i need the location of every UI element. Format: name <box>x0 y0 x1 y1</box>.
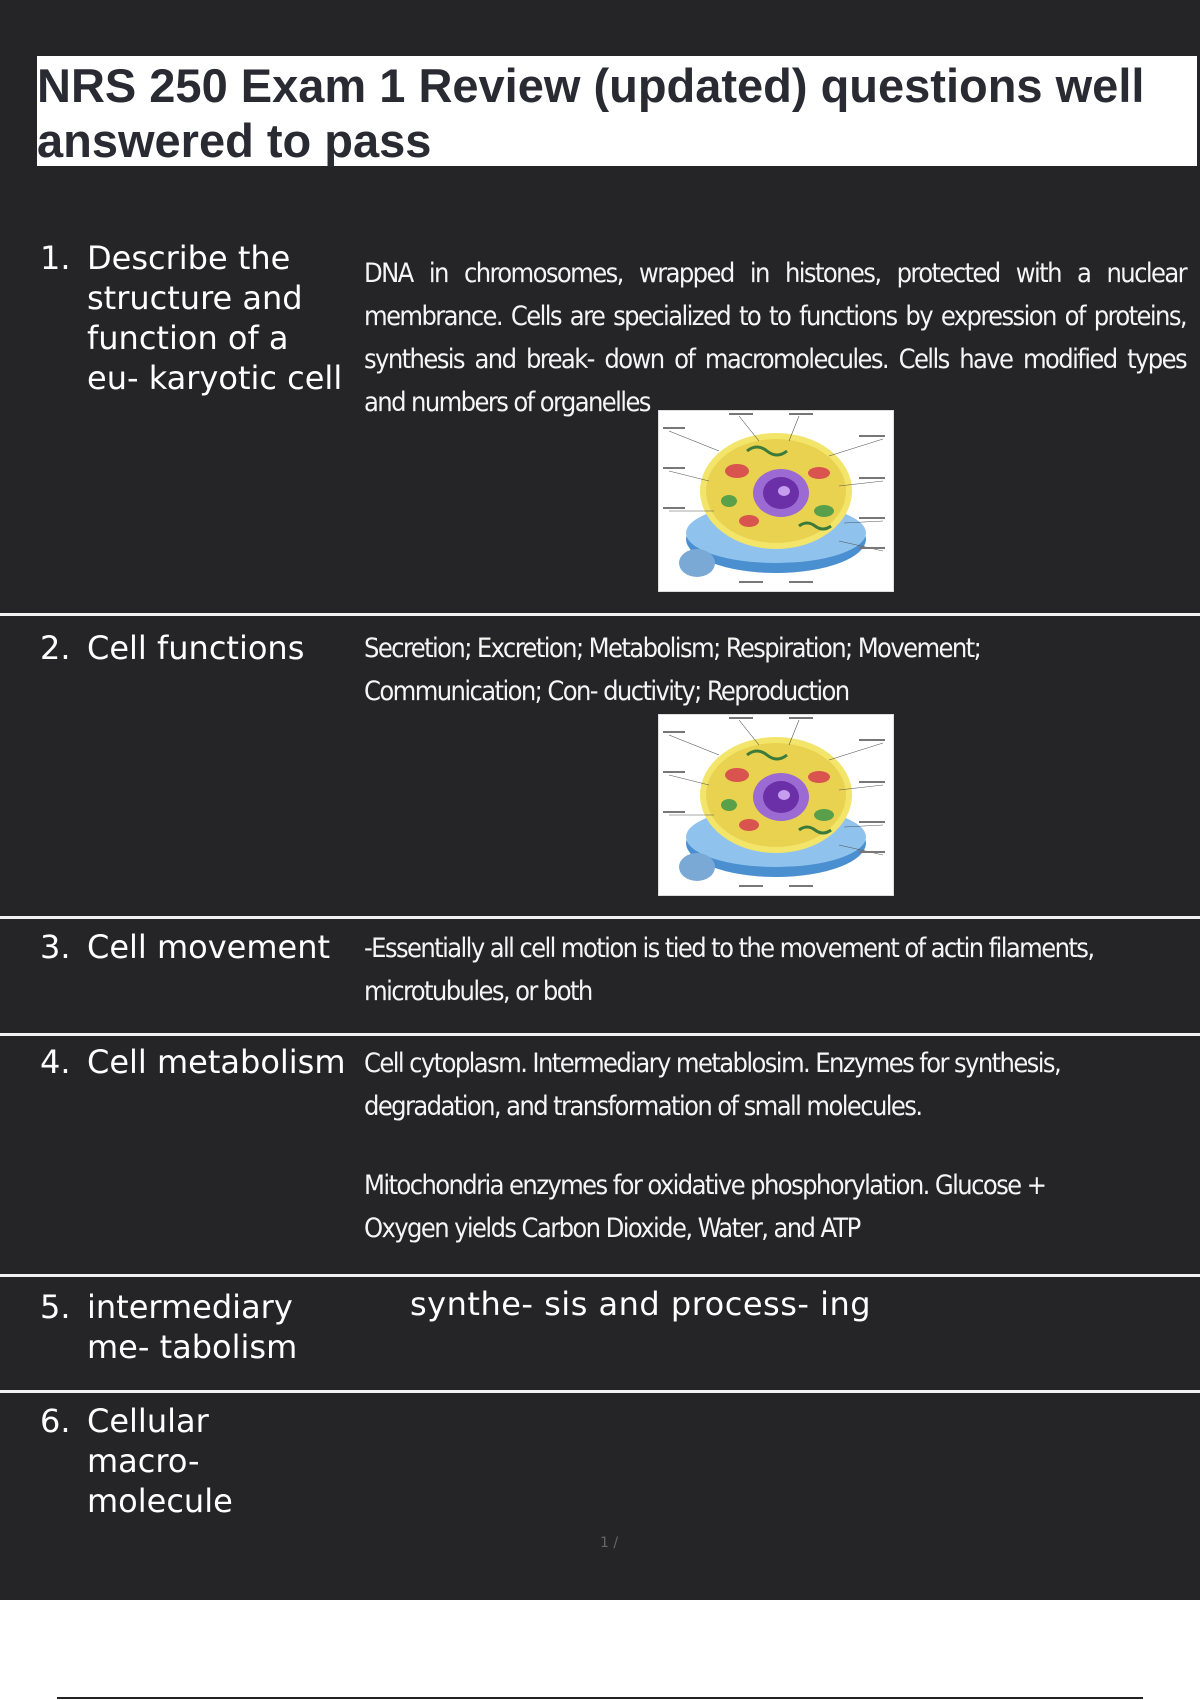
question-text: Cell functions <box>87 629 305 667</box>
footer-divider <box>57 1697 1143 1699</box>
question-term <box>40 1287 350 1367</box>
question-text: Describe the structure and function of a eu- karyotic cell <box>87 239 343 397</box>
answer-text: Cell cytoplasm. Intermediary metablosim. Enzymes for synthesis, degradation, and transformation of small molecules. Mitochondria enzymes for oxidative phosphorylation. Glucose + Oxygen yields Carbon Dioxide, Water, and ATP <box>364 1048 1061 1244</box>
eukaryotic-cell-diagram <box>658 410 894 592</box>
question-text: Cell metabolism <box>87 1043 346 1081</box>
question-number: 4. <box>40 1043 71 1081</box>
page-number: 1 / <box>600 1535 619 1551</box>
question-number: 3. <box>40 928 71 966</box>
question-term <box>40 238 350 398</box>
qa-table <box>0 232 1200 1543</box>
answer-text: Secretion; Excretion; Metabolism; Respiration; Movement; Communication; Con- ductivity; Reproduction <box>364 633 981 707</box>
question-term <box>40 628 350 668</box>
question-term <box>40 1401 300 1521</box>
question-text: Cell movement <box>87 928 331 966</box>
question-text: Cellular macro- molecule <box>87 1402 233 1520</box>
question-number: 5. <box>40 1288 71 1326</box>
question-number: 1. <box>40 239 71 277</box>
question-term <box>40 1042 380 1082</box>
eukaryotic-cell-diagram <box>658 714 894 896</box>
table-row <box>0 1393 1200 1543</box>
question-number: 6. <box>40 1402 71 1440</box>
table-row <box>0 1036 1200 1277</box>
answer-text: -Essentially all cell motion is tied to the movement of actin filaments, microtubules, or both <box>364 933 1094 1007</box>
table-row <box>0 1277 1200 1393</box>
answer-text: DNA in chromosomes, wrapped in histones, protected with a nuclear membrance. Cells are specialized to to functions by expression of proteins, synthesis and break- down of macromolecules. Cells have modified types and numbers of organelles <box>364 258 1186 418</box>
question-term <box>40 927 380 967</box>
table-row <box>0 232 1200 616</box>
answer-text: synthe- sis and process- ing <box>410 1285 872 1323</box>
question-text: intermediary me- tabolism <box>87 1288 298 1366</box>
table-row <box>0 919 1200 1036</box>
table-row <box>0 616 1200 919</box>
document-title: NRS 250 Exam 1 Review (updated) questions well answered to pass <box>37 56 1197 166</box>
question-number: 2. <box>40 629 71 667</box>
